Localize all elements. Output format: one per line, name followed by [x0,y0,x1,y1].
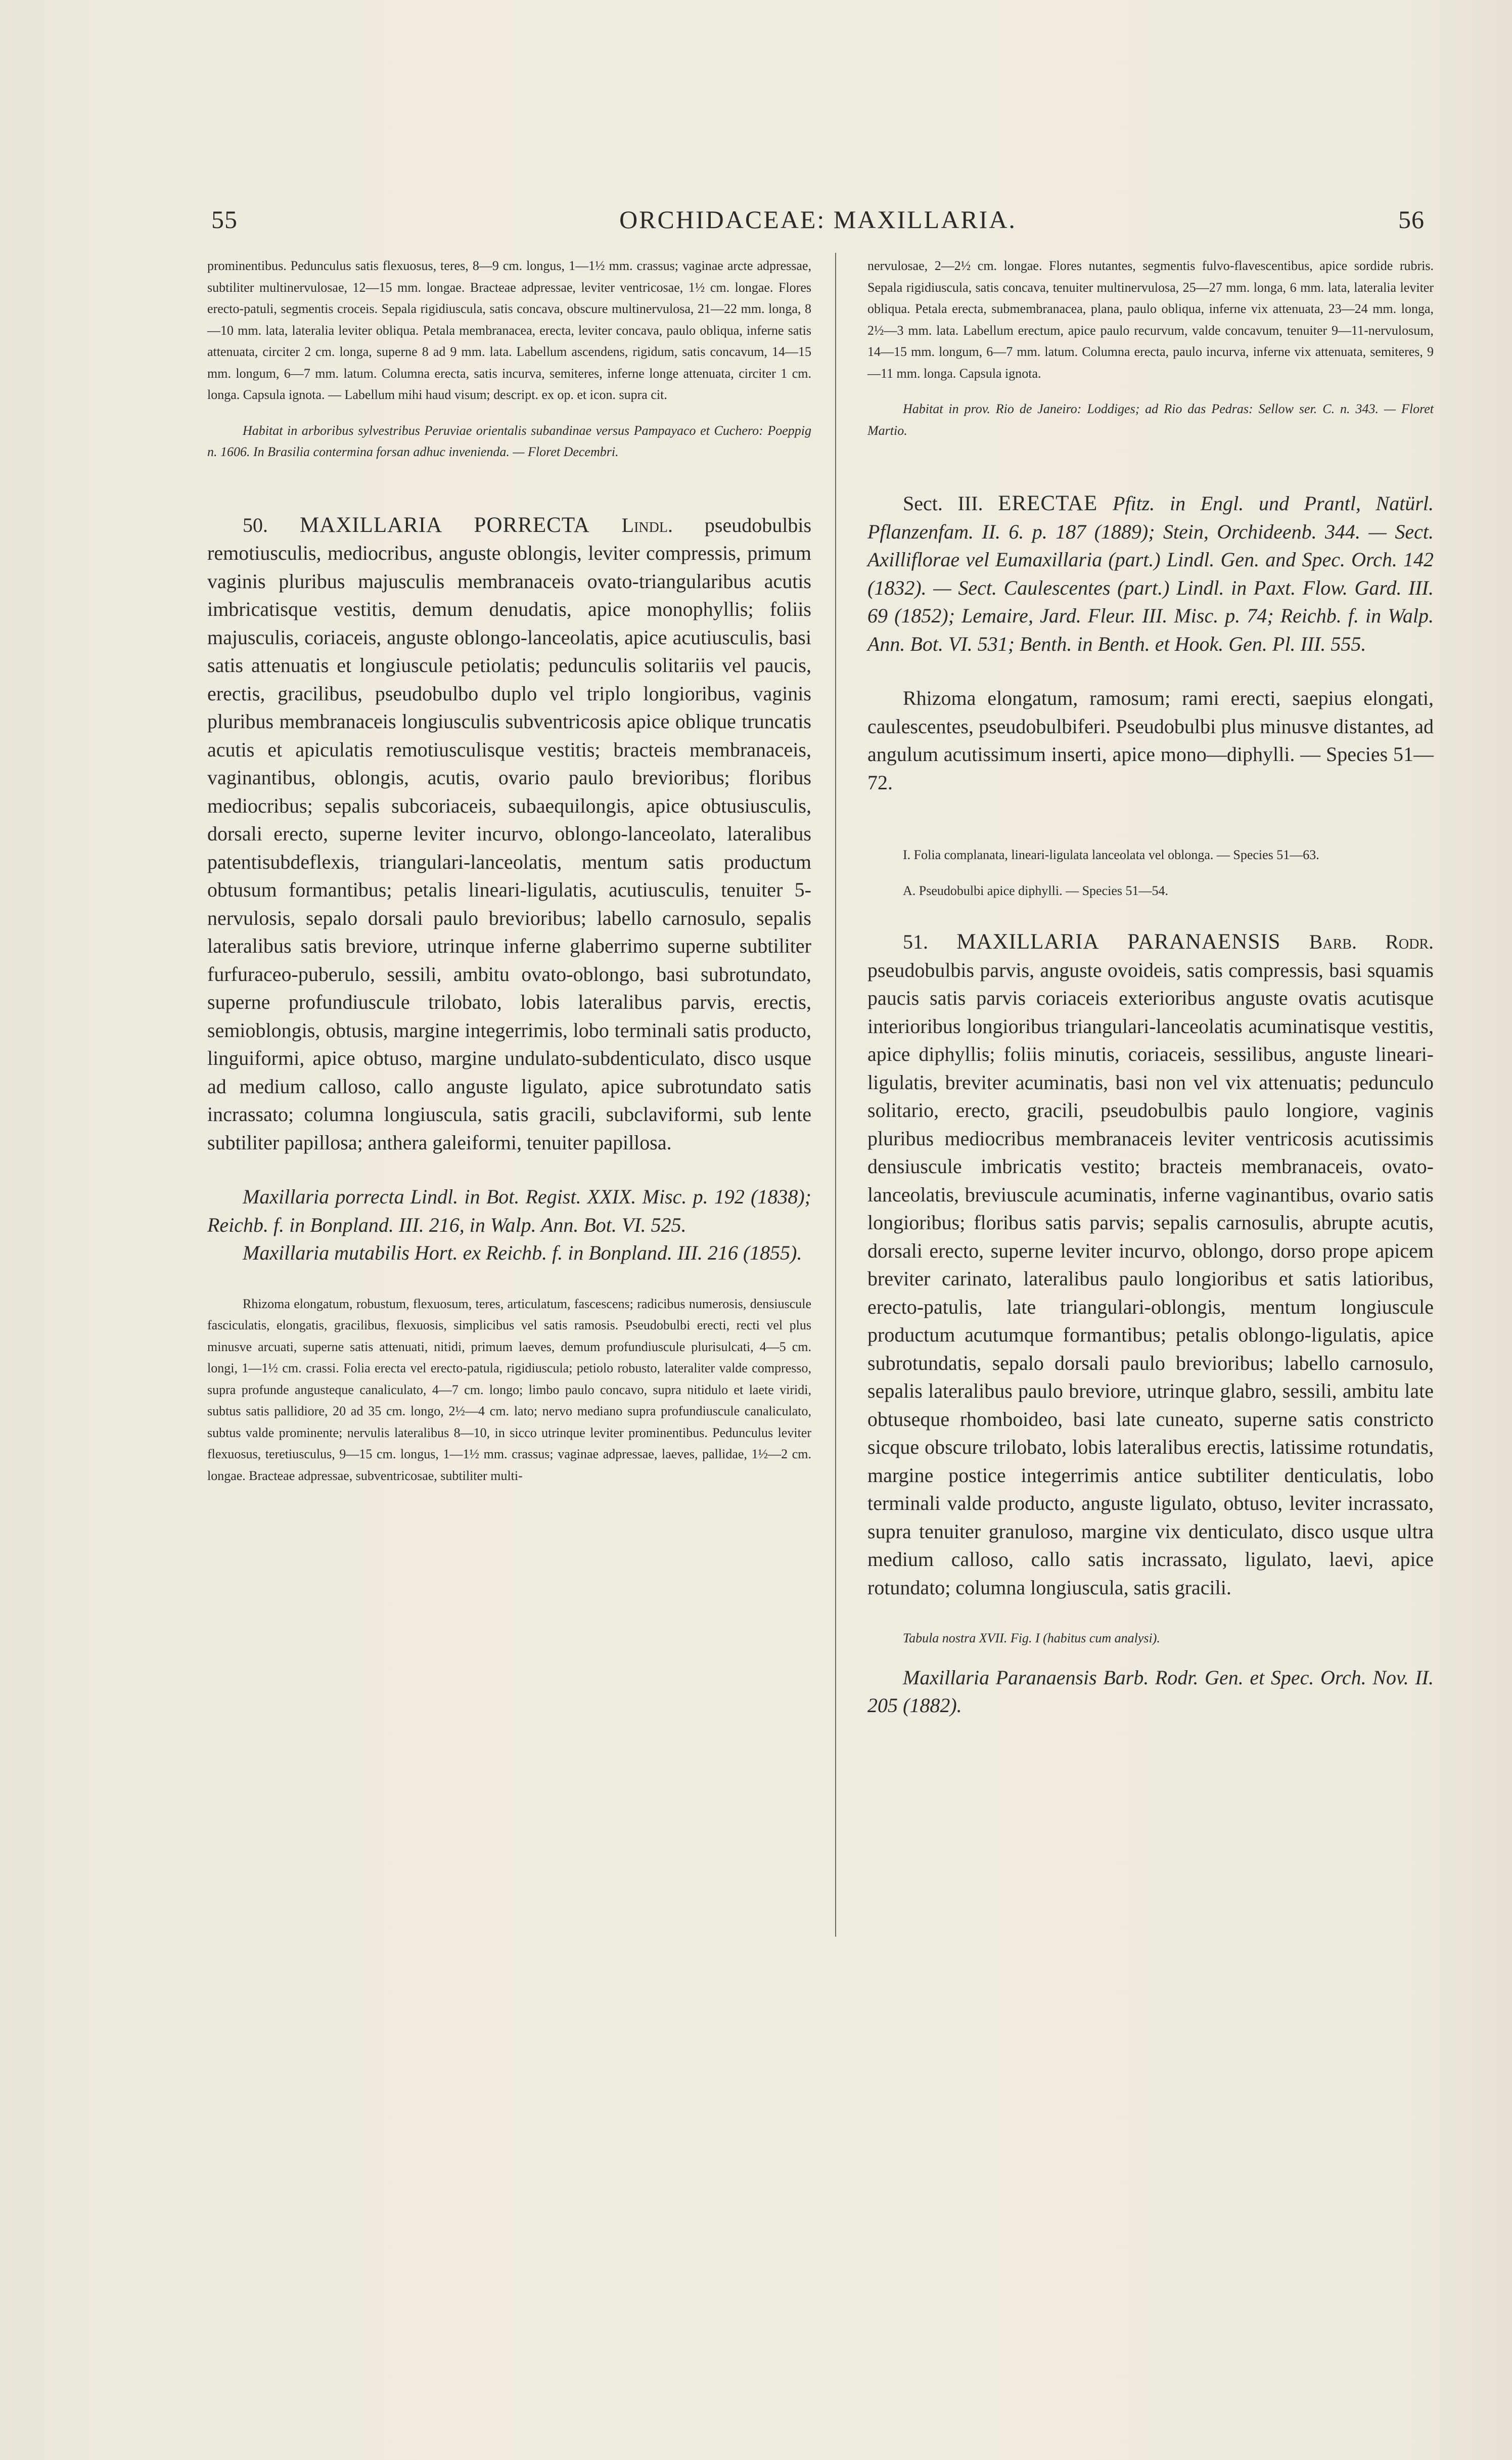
synonym-citation: Maxillaria Paranaensis Barb. Rodr. Gen. et Spec. Orch. Nov. II. 205 (1882). [867,1666,1434,1717]
species-50-entry [207,511,811,1157]
species-name: MAXILLARIA PARANAENSIS [956,930,1281,954]
page-header [211,205,1425,245]
species-number: 50. [243,513,268,536]
species-51-entry [867,928,1434,1601]
species-description-continued: nervulosae, 2—2½ cm. longae. Flores nutantes, segmentis fulvo-flavescentibus, apice sordide rubris. Sepala rigidiuscula, satis concava, tenuiter multinervulosa, 25—27 mm. longa, 6 mm. lata, lateralia leviter obliqua. Petala erecta, submembranacea, plana, paulo obliqua, inferne vix attenuata, 23—24 mm. longa, 2½—3 mm. lata. Labellum erectum, apice paulo recurvum, valde concavum, tenuiter 9—11-nervulosum, 14—15 mm. longum, 6—7 mm. latum. Columna erecta, paulo incurva, inferne vix attenuata, semiteres, 9—11 mm. longa. Capsula ignota. [867,258,1434,381]
species-description: Rhizoma elongatum, robustum, flexuosum, teres, articulatum, fascescens; radicibus numerosis, densiuscule fasciculatis, elongatis, gracilibus, flexuosis, simplicibus vel satis ramosis. Pseudobulbi erecti, recti vel plus minusve arcuati, superne satis attenuati, nitidi, primum laeves, demum profundiuscule plurisulcati, 4—5 cm. longi, 1—1½ cm. crassi. Folia erecta vel erecto-patula, rigidiuscula; petiolo robusto, lateraliter valde compresso, supra profunde angusteque canaliculato, 4—7 cm. longo; limbo paulo concavo, supra nitidulo et laete viridi, subtus satis pallidiore, 20 ad 35 cm. longo, 2½—4 cm. lato; nervo mediano supra profundiuscule canaliculato, subtus valde prominente; nervulis lateralibus 8—10, in sicco utrinque leviter prominentibus. Pedunculus leviter flexuosus, teretiusculus, 9—15 cm. longus, 1—1½ mm. crassus; vaginae adpressae, laeves, pallidae, 1½—2 cm. longae. Bracteae adpressae, subventricosae, subtiliter multi- [207,1296,811,1483]
page-number-left: 55 [211,205,238,234]
synonym-citation: Maxillaria porrecta Lindl. in Bot. Regist. XXIX. Misc. p. 192 (1838); Reichb. f. in Bonpland. III. 216, in Walp. Ann. Bot. VI. 525. [207,1185,811,1236]
section-name: ERECTAE [998,491,1098,515]
section-description: Rhizoma elongatum, ramosum; rami erecti, saepius elongati, caulescentes, pseudobulbiferi. Pseudobulbi plus minusve distantes, ad angulum acutissimum inserti, apice mono—diphylli. — Species 51—72. [867,687,1434,794]
section-citation: Pfitz. in Engl. und Prantl, Natürl. Pflanzenfam. II. 6. p. 187 (1889); Stein, Orchideenb. 344. — Sect. Axilliflorae vel Eumaxillaria (part.) Lindl. Gen. and Spec. Orch. 142 (1832). — Sect. Caulescentes (part.) Lindl. in Paxt. Flow. Gard. III. 69 (1852); Lemaire, Jard. Fleur. III. Misc. p. 74; Reichb. f. in Walp. Ann. Bot. VI. 531; Benth. in Benth. et Hook. Gen. Pl. III. 555. [867,492,1434,655]
species-diagnosis: pseudobulbis remotiusculis, mediocribus, anguste oblongis, leviter compressis, primum vaginis pluribus majusculis membranaceis ovato-triangularibus acutis imbricatisque vestitis, demum denudatis, apice monophyllis; foliis majusculis, coriaceis, anguste oblongo-lanceolatis, apice acutiusculis, basi satis attenuatis et longiuscule petiolatis; pedunculis solitariis vel paucis, erectis, gracilibus, pseudobulbo duplo vel triplo longioribus, vaginis pluribus membranaceis longiusculis subventricosis apice oblique truncatis acutis et apiculatis remotiusculisque vestitis; bracteis membranaceis, vaginantibus, oblongis, acutis, ovario paulo brevioribus; floribus mediocribus; sepalis subcoriaceis, subaequilongis, apice obtusiusculis, dorsali erecto, superne leviter incurvo, oblongo-lanceolato, lateralibus patentisubdeflexis, triangulari-lanceolatis, mentum satis productum obtusum formantibus; petalis lineari-ligulatis, acutiusculis, tenuiter 5-nervulosis, sepalo dorsali paulo brevioribus; labello carnosulo, sepalis lateralibus satis breviore, utrinque inferne glaberrimo superne subtiliter furfuraceo-puberulo, sessili, ambitu ovato-oblongo, basi subrotundato, superne profundiuscule trilobato, lobis lateralibus parvis, erectis, semioblongis, obtusis, margine integerrimis, lobo terminali satis producto, linguiformi, apice obtuso, margine undulato-subdenticulato, disco usque ad medium calloso, callo anguste ligulato, apice subrotundato satis incrassato; columna longiuscula, satis gracili, subclaviformi, sub lente subtiliter papillosa; anthera galeiformi, tenuiter papillosa. [207,513,812,1154]
species-number: 51. [903,930,928,953]
species-description-continued: prominentibus. Pedunculus satis flexuosus, teres, 8—9 cm. longus, 1—1½ mm. crassus; vaginae arcte adpressae, subtiliter multinervulosae, 12—15 mm. longae. Bracteae adpressae, leviter ventricosae, 1½ cm. longae. Flores erecto-patuli, segmentis croceis. Sepala rigidiuscula, satis concava, obscure multinervulosa, 21—22 mm. longa, 8—10 mm. lata, lateralia leviter obliqua. Petala membranacea, erecta, leviter concava, paulo obliqua, inferne satis attenuata, circiter 2 cm. longa, superne 8 ad 9 mm. lata. Labellum ascendens, rigidum, satis concavum, 14—15 mm. longum, 6—7 mm. latum. Columna erecta, satis incurva, semiteres, inferne longe attenuata, circiter 1 cm. longa. Capsula ignota. — Labellum mihi haud visum; descript. ex op. et icon. supra cit. [207,258,811,402]
habitat-note: Habitat in arboribus sylvestribus Peruviae orientalis subandinae versus Pampayaco et Cuchero: Poeppig n. 1606. In Brasilia contermina forsan adhuc invenienda. — Floret Decembri. [207,423,811,459]
key-line-2: A. Pseudobulbi apice diphylli. — Species 51—54. [903,883,1169,898]
synonym-citation-2: Maxillaria mutabilis Hort. ex Reichb. f. in Bonpland. III. 216 (1855). [243,1241,802,1264]
key-line-1: I. Folia complanata, lineari-ligulata lanceolata vel oblonga. — Species 51—63. [903,847,1319,862]
column-divider [835,253,836,1937]
running-title: ORCHIDACEAE: MAXILLARIA. [619,205,1017,234]
habitat-note: Habitat in prov. Rio de Janeiro: Loddiges; ad Rio das Pedras: Sellow ser. C. n. 343. — Floret Martio. [867,401,1434,438]
section-number: Sect. III. [903,492,983,515]
species-author: Barb. Rodr. [1309,930,1434,953]
species-name: MAXILLARIA PORRECTA [299,513,590,537]
section-entry [867,489,1434,658]
species-author: Lindl. [621,513,673,536]
left-column [207,255,811,1487]
plate-reference: Tabula nostra XVII. Fig. I (habitus cum analysi). [903,1631,1160,1645]
page-number-right: 56 [1398,205,1425,234]
right-column [867,255,1434,1720]
species-diagnosis: pseudobulbis parvis, anguste ovoideis, satis compressis, basi squamis paucis satis parvis coriaceis exterioribus anguste ovatis acutisque interioribus longioribus triangulari-lanceolatis acuminatisque vestitis, apice diphyllis; foliis minutis, coriaceis, sessilibus, anguste lineari-ligulatis, breviter acuminatis, basi non vel vix attenuatis; pedunculo solitario, erecto, gracili, pseudobulbis paulo longiore, vaginis pluribus mediocribus membranaceis leviter ventricosis acutissimis densiuscule imbricatis vestito; bracteis membranaceis, ovato-lanceolatis, breviuscule acuminatis, inferne vaginantibus, ovario satis longioribus; floribus satis parvis; sepalis carnosulis, abrupte acutis, dorsali erecto, superne leviter incurvo, oblongo, dorso prope apicem breviter carinato, lateralibus paulo longioribus et satis latioribus, erecto-patulis, late triangulari-oblongis, mentum longiuscule productum acutumque formantibus; petalis oblongo-ligulatis, apice subrotundatis, sepalo dorsali paulo brevioribus; labello carnosulo, sepalis lateralibus paulo breviore, utrinque glabro, sessili, ambitu late obtuseque rhomboideo, basi late cuneato, superne satis constricto sicque obscure trilobato, lobis lateralibus erectis, latissime rotundatis, margine postice integerrimis antice subtiliter denticulatis, lobo terminali valde producto, anguste ligulato, obtuso, leviter incrassato, supra tenuiter granuloso, margine vix denticulato, disco usque ultra medium calloso, callo satis incrassato, ligulato, laevi, apice rotundato; columna longiuscula, satis gracili. [867,958,1434,1599]
